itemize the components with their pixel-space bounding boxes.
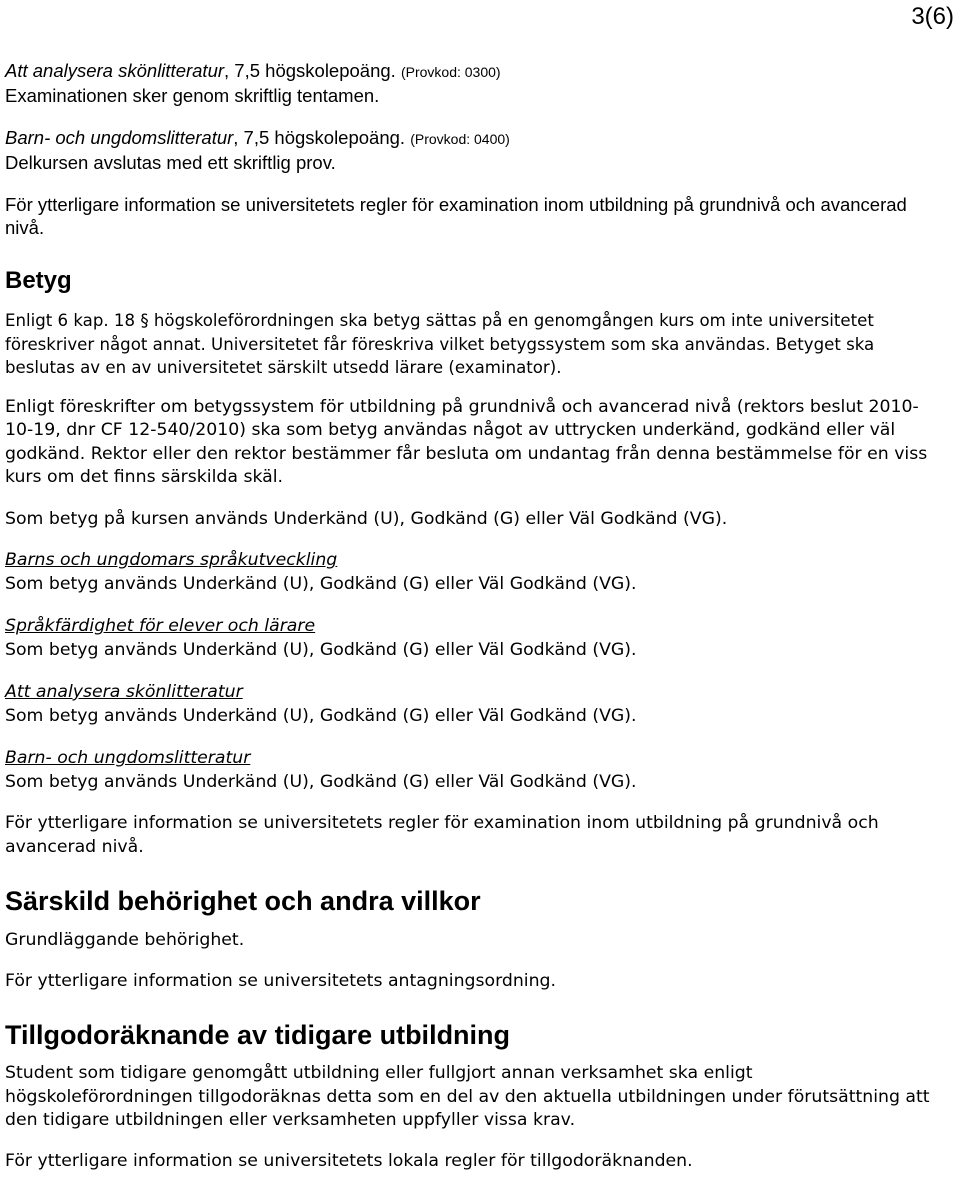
module-1-grading	[5, 549, 945, 596]
module-1-name: Barns och ungdomars språkutveckling	[5, 550, 338, 570]
behorighet-text: Grundläggande behörighet.	[5, 930, 245, 950]
course-2-block	[5, 126, 945, 174]
module-2-grading	[5, 615, 945, 662]
module-3-name: Att analysera skönlitteratur	[5, 682, 243, 702]
tillgodo-more-info: För ytterligare information se universitetets lokala regler för tillgodoräknanden.	[5, 1150, 693, 1171]
course-1-credits: , 7,5 högskolepoäng.	[224, 60, 396, 81]
module-4-name: Barn- och ungdomslitteratur	[5, 748, 251, 768]
betyg-more-info: För ytterligare information se universitetets regler för examination inom utbildning på grundnivå och avancerad nivå.	[5, 813, 879, 857]
course-2-name: Barn- och ungdomslitteratur	[5, 127, 234, 148]
betyg-heading: Betyg	[5, 267, 72, 294]
module-4-text: Som betyg används Underkänd (U), Godkänd (G) eller Väl Godkänd (VG).	[5, 771, 637, 792]
module-3-grading	[5, 681, 945, 728]
examination-more-info: För ytterligare information se universitetets regler för examination inom utbildning på grundnivå och avancerad nivå.	[5, 194, 907, 238]
betyg-paragraph-1: Enligt 6 kap. 18 § högskoleförordningen ska betyg sättas på en genomgången kurs om inte universitetet föreskriver något annat. Universitetet får föreskriva vilket betygssystem som ska användas. Betyget ska beslutas av en av universitetet särskilt utsedd lärare (examinator).	[5, 311, 875, 377]
course-grading: Som betyg på kursen används Underkänd (U), Godkänd (G) eller Väl Godkänd (VG).	[5, 508, 728, 529]
module-2-name: Språkfärdighet för elever och lärare	[5, 616, 316, 636]
module-4-grading	[5, 747, 945, 794]
module-1-text: Som betyg används Underkänd (U), Godkänd (G) eller Väl Godkänd (VG).	[5, 573, 637, 594]
course-1-name: Att analysera skönlitteratur	[5, 60, 225, 81]
module-2-text: Som betyg används Underkänd (U), Godkänd (G) eller Väl Godkänd (VG).	[5, 639, 637, 660]
course-1-description: Examinationen sker genom skriftlig tentamen.	[5, 85, 380, 106]
course-2-credits: , 7,5 högskolepoäng.	[233, 127, 406, 148]
tillgodo-heading: Tillgodoräknande av tidigare utbildning	[5, 1020, 511, 1050]
module-3-text: Som betyg används Underkänd (U), Godkänd (G) eller Väl Godkänd (VG).	[5, 705, 637, 726]
course-2-description: Delkursen avslutas med ett skriftlig prov.	[5, 152, 336, 173]
betyg-paragraph-2: Enligt föreskrifter om betygssystem för utbildning på grundnivå och avancerad nivå (rektors beslut 2010-10-19, dnr CF 12-540/2010) ska som betyg användas något av uttrycken underkänd, godkänd eller väl godkänd. Rektor eller den rektor bestämmer får besluta om undantag från denna bestämmelse för en viss kurs om det finns särskilda skäl.	[5, 396, 928, 487]
course-1-code: (Provkod: 0300)	[400, 64, 501, 80]
document-body	[5, 59, 945, 1173]
tillgodo-text: Student som tidigare genomgått utbildning eller fullgjort annan verksamhet ska enligt högskoleförordningen tillgodoräknas detta som en del av den aktuella utbildningen under förutsättning att den tidigare utbildningen eller verksamheten uppfyller vissa krav.	[5, 1063, 930, 1130]
behorighet-heading: Särskild behörighet och andra villkor	[5, 886, 481, 916]
behorighet-more-info: För ytterligare information se universitetets antagningsordning.	[5, 970, 557, 991]
course-2-code: (Provkod: 0400)	[410, 131, 510, 147]
page-number: 3(6)	[911, 3, 954, 30]
course-1-block	[5, 59, 945, 107]
